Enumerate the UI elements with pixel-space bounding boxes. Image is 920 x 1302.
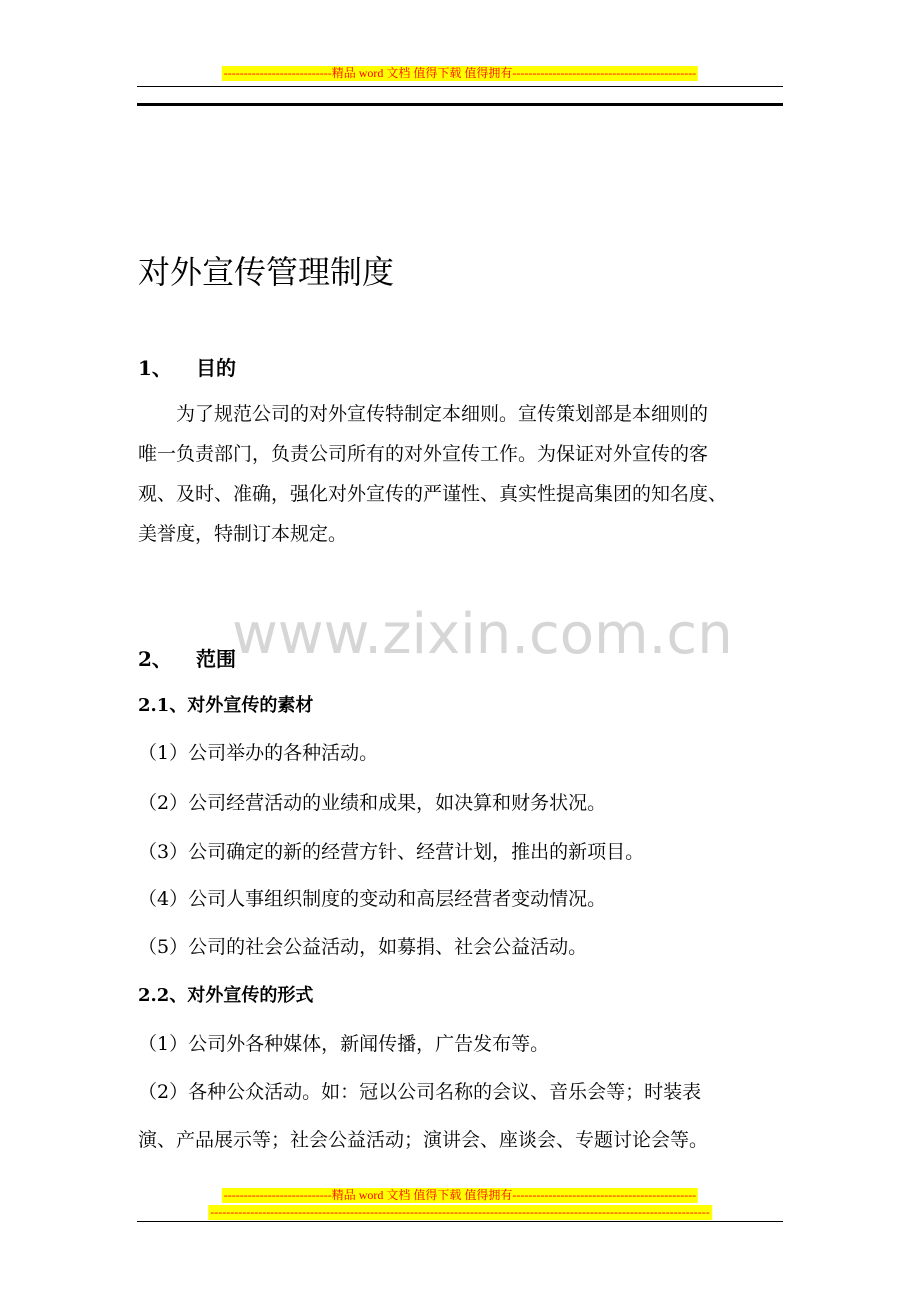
section-heading-purpose bbox=[138, 354, 236, 382]
list-item: （1）公司举办的各种活动。 bbox=[138, 742, 379, 764]
paragraph-line: 唯一负责部门，负责公司所有的对外宣传工作。为保证对外宣传的客 bbox=[138, 443, 709, 465]
subsection-heading-materials: 2.1、对外宣传的素材 bbox=[138, 695, 314, 716]
subsection-heading-forms: 2.2、对外宣传的形式 bbox=[138, 985, 314, 1006]
header-banner: ---------------------------精品 word 文档 值得下载 值得拥有---------------------------------------------- bbox=[223, 66, 697, 80]
list-item: 演、产品展示等；社会公益活动；演讲会、座谈会、专题讨论会等。 bbox=[138, 1129, 709, 1151]
document-title: 对外宣传管理制度 bbox=[138, 253, 395, 291]
section-number: 2、 bbox=[138, 647, 172, 671]
paragraph-line: 观、及时、准确，强化对外宣传的严谨性、真实性提高集团的知名度、 bbox=[138, 483, 728, 505]
section-heading-scope bbox=[138, 645, 236, 673]
watermark: www.zixin.com.cn bbox=[232, 602, 733, 667]
purpose-paragraph bbox=[138, 394, 784, 554]
header-rule-thin bbox=[137, 86, 783, 87]
list-item: （5）公司的社会公益活动，如募捐、社会公益活动。 bbox=[138, 936, 588, 958]
footer-banner: ---------------------------精品 word 文档 值得下载 值得拥有---------------------------------------------- bbox=[223, 1188, 697, 1202]
list-item: （1）公司外各种媒体，新闻传播，广告发布等。 bbox=[138, 1033, 550, 1055]
list-item: （3）公司确定的新的经营方针、经营计划，推出的新项目。 bbox=[138, 841, 645, 863]
section-number: 1、 bbox=[138, 356, 172, 380]
header-rule-thick bbox=[137, 103, 783, 106]
footer-banner-dashes: ----------------------------------------------------------------------------------------------------------------------------- bbox=[210, 1205, 710, 1219]
section-label: 目的 bbox=[196, 356, 236, 380]
paragraph-line: 为了规范公司的对外宣传特制定本细则。宣传策划部是本细则的 bbox=[138, 403, 709, 425]
section-label: 范围 bbox=[196, 647, 236, 671]
list-item: （2）各种公众活动。如：冠以公司名称的会议、音乐会等；时装表 bbox=[138, 1081, 702, 1103]
list-item: （4）公司人事组织制度的变动和高层经营者变动情况。 bbox=[138, 888, 607, 910]
paragraph-line: 美誉度，特制订本规定。 bbox=[138, 523, 348, 545]
footer-rule bbox=[137, 1221, 783, 1222]
list-item: （2）公司经营活动的业绩和成果，如决算和财务状况。 bbox=[138, 792, 607, 814]
